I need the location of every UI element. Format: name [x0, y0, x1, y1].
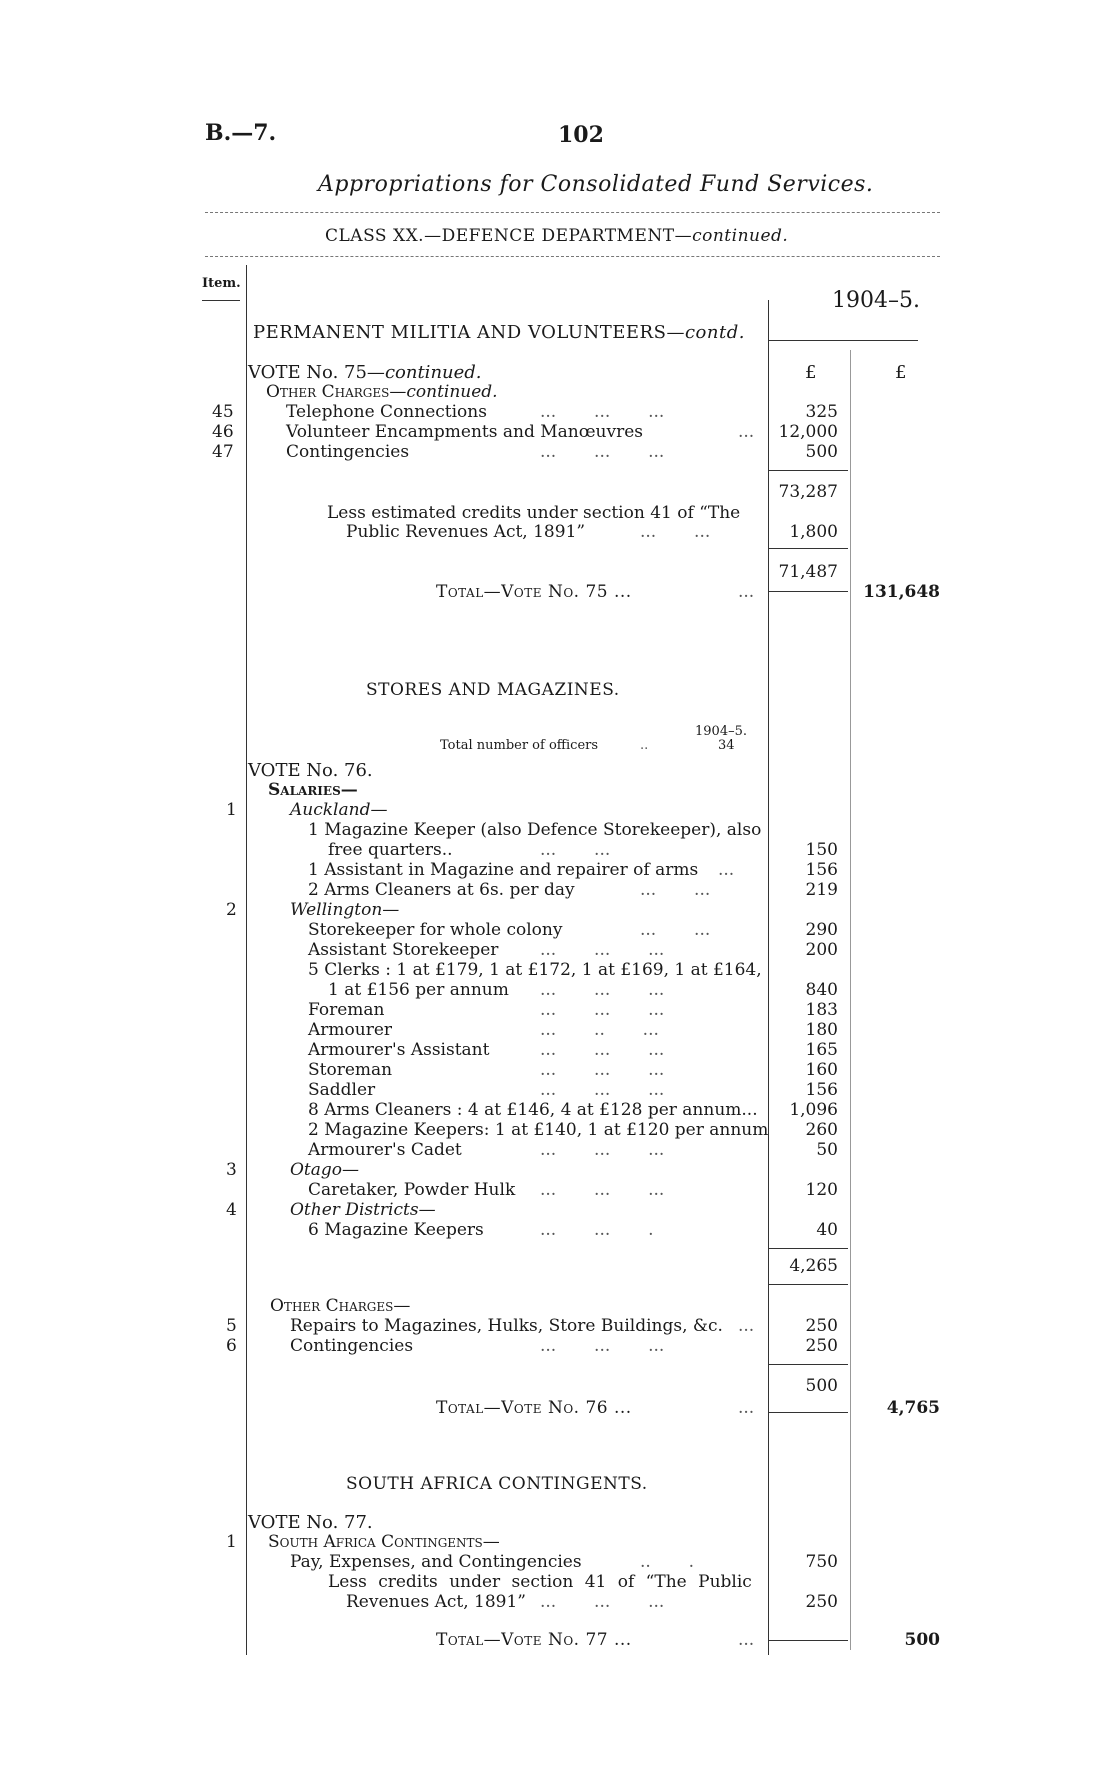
leader-dots: ... ... ...	[540, 1080, 665, 1100]
item-number: 3	[226, 1160, 237, 1180]
row-amount: 165	[805, 1040, 838, 1060]
south-africa-heading: SOUTH AFRICA CONTINGENTS.	[346, 1474, 648, 1494]
leader-dots: ... .. ...	[540, 1020, 659, 1040]
leader-dots: ...	[718, 860, 735, 880]
item-number: 45	[212, 402, 234, 422]
vote-75-total: 131,648	[863, 582, 940, 602]
year-column-header: 1904–5.	[832, 288, 920, 313]
leader-dots: ... ...	[640, 522, 711, 542]
vote-75-total-label: Total—Vote No. 75 ...	[436, 582, 632, 602]
page-number: 102	[558, 122, 604, 148]
document-ref: B.—7.	[205, 120, 277, 146]
vote-77-label: VOTE No. 77.	[248, 1512, 373, 1533]
row-label: Storekeeper for whole colony	[308, 920, 563, 940]
row-label: 6 Magazine Keepers	[308, 1220, 484, 1240]
militia-net: 71,487	[778, 562, 838, 582]
leader-dots: ... ... ...	[540, 940, 665, 960]
row-amount: 290	[805, 920, 838, 940]
row-amount: 500	[805, 442, 838, 462]
vote-76-label: VOTE No. 76.	[248, 760, 373, 781]
vote-76-total-label: Total—Vote No. 76 ...	[436, 1398, 632, 1418]
leader-dots: ...	[738, 582, 755, 602]
row-amount: 120	[805, 1180, 838, 1200]
header-rule	[205, 212, 940, 213]
leader-dots: ...	[738, 1316, 755, 1336]
item-number: 6	[226, 1336, 237, 1356]
region-otago: Otago—	[290, 1160, 360, 1180]
charges-total-rule	[768, 1364, 848, 1365]
row-label: free quarters..	[328, 840, 453, 860]
row-amount: 840	[805, 980, 838, 1000]
leader-dots: ... ... ...	[540, 1040, 665, 1060]
row-amount: 180	[805, 1020, 838, 1040]
row-label: 2 Magazine Keepers: 1 at £140, 1 at £120 per annum	[308, 1120, 769, 1140]
row-amount: 260	[805, 1120, 838, 1140]
leader-dots: ... ... ...	[540, 980, 665, 1000]
vote-77-total: 500	[904, 1630, 940, 1650]
row-label: 8 Arms Cleaners : 4 at £146, 4 at £128 per annum...	[308, 1100, 758, 1120]
salaries-total-rule	[768, 1248, 848, 1249]
officers-year: 1904–5.	[695, 724, 747, 739]
item-number: 2	[226, 900, 237, 920]
year-header-rule	[768, 340, 918, 341]
leader-dots: ... ... ...	[540, 1060, 665, 1080]
row-label: 1 Magazine Keeper (also Defence Storekeeper), also	[308, 820, 762, 840]
leader-dots: ... ... ...	[540, 1592, 665, 1612]
leader-dots: .. .	[640, 1552, 695, 1572]
leader-dots: ...	[738, 1630, 755, 1650]
vote-76-total: 4,765	[886, 1398, 940, 1418]
item-header-rule	[202, 300, 240, 301]
leader-dots: ... ... ...	[540, 402, 665, 422]
row-amount: 250	[805, 1336, 838, 1356]
row-amount: 150	[805, 840, 838, 860]
row-amount: 50	[816, 1140, 838, 1160]
leader-dots: ... ...	[640, 880, 711, 900]
total-rule	[768, 591, 848, 592]
row-label: Contingencies	[286, 442, 410, 462]
row-amount: 160	[805, 1060, 838, 1080]
row-label: Volunteer Encampments and Manœuvres	[286, 422, 644, 442]
less-credits-line1: Less estimated credits under section 41 of “The	[327, 503, 741, 523]
row-amount: 1,096	[789, 1100, 838, 1120]
row-label: Assistant Storekeeper	[308, 940, 499, 960]
currency-col1: £	[805, 362, 817, 383]
leader-dots: ...	[738, 422, 755, 442]
class-rule	[205, 256, 940, 257]
item-number: 5	[226, 1316, 237, 1336]
officers-label: Total number of officers	[440, 738, 599, 753]
row-amount: 250	[805, 1316, 838, 1336]
salaries-total: 4,265	[789, 1256, 838, 1276]
total-column-divider	[850, 350, 851, 1650]
leader-dots: ... ... ...	[540, 1180, 665, 1200]
less-credits-amount: 1,800	[789, 522, 838, 542]
leader-dots: ... ...	[640, 920, 711, 940]
row-label: Saddler	[308, 1080, 376, 1100]
row-amount: 12,000	[778, 422, 838, 442]
subtotal-rule	[768, 470, 848, 471]
vote-76-total-rule	[768, 1412, 848, 1413]
less-credits-amount: 250	[805, 1592, 838, 1612]
less-credits-line2: Revenues Act, 1891”	[346, 1592, 527, 1612]
militia-heading: PERMANENT MILITIA AND VOLUNTEERS—contd.	[253, 322, 745, 343]
row-amount: 219	[805, 880, 838, 900]
row-label: Armourer's Assistant	[308, 1040, 490, 1060]
row-amount: 40	[816, 1220, 838, 1240]
leader-dots: ...	[738, 1398, 755, 1418]
row-amount: 156	[805, 860, 838, 880]
leader-dots: ... ... ...	[540, 1000, 665, 1020]
row-label: Pay, Expenses, and Contingencies	[290, 1552, 582, 1572]
item-number: 47	[212, 442, 234, 462]
item-number: 46	[212, 422, 234, 442]
row-amount: 750	[805, 1552, 838, 1572]
item-column-header: Item.	[202, 276, 241, 291]
row-amount: 183	[805, 1000, 838, 1020]
charges-total: 500	[805, 1376, 838, 1396]
region-wellington: Wellington—	[290, 900, 400, 920]
row-label: Armourer's Cadet	[308, 1140, 462, 1160]
row-label: 1 at £156 per annum	[328, 980, 509, 1000]
vote-75-label: VOTE No. 75—continued.	[248, 362, 482, 383]
row-label: 5 Clerks : 1 at £179, 1 at £172, 1 at £169, 1 at £164,	[308, 960, 762, 980]
row-label: Contingencies	[290, 1336, 414, 1356]
amount-column-divider	[768, 300, 769, 1655]
other-charges-heading: Other Charges—continued.	[266, 382, 498, 402]
row-amount: 325	[805, 402, 838, 422]
other-charges-heading: Other Charges—	[270, 1296, 411, 1316]
row-label: Telephone Connections	[286, 402, 487, 422]
region-other-districts: Other Districts—	[290, 1200, 436, 1220]
row-label: 1 Assistant in Magazine and repairer of arms	[308, 860, 699, 880]
item-number: 4	[226, 1200, 237, 1220]
row-label: Storeman	[308, 1060, 393, 1080]
row-label: Repairs to Magazines, Hulks, Store Buildings, &c.	[290, 1316, 723, 1336]
item-column-divider	[246, 265, 247, 1655]
row-label: Caretaker, Powder Hulk	[308, 1180, 516, 1200]
salaries-heading: Salaries—	[268, 780, 358, 800]
vote-77-total-label: Total—Vote No. 77 ...	[436, 1630, 632, 1650]
leader-dots: ... ... .	[540, 1220, 654, 1240]
net-rule	[768, 548, 848, 549]
less-credits-line1: Less credits under section 41 of “The Public	[328, 1572, 752, 1592]
row-label: Armourer	[308, 1020, 393, 1040]
leader-dots: ... ... ...	[540, 1336, 665, 1356]
leader-dots: ... ... ...	[540, 442, 665, 462]
salaries-close-rule	[768, 1284, 848, 1285]
leader-dots: ..	[640, 738, 649, 753]
row-label: 2 Arms Cleaners at 6s. per day	[308, 880, 575, 900]
page-title: Appropriations for Consolidated Fund Services.	[318, 172, 874, 197]
row-label: Foreman	[308, 1000, 385, 1020]
officers-count: 34	[718, 738, 735, 753]
sa-contingents-heading: South Africa Contingents—	[268, 1532, 500, 1552]
item-number: 1	[226, 800, 237, 820]
class-title: CLASS XX.—DEFENCE DEPARTMENT—continued.	[325, 226, 789, 246]
less-credits-line2: Public Revenues Act, 1891”	[346, 522, 586, 542]
row-amount: 156	[805, 1080, 838, 1100]
stores-heading: STORES AND MAGAZINES.	[366, 680, 620, 700]
leader-dots: ... ...	[540, 840, 611, 860]
leader-dots: ... ... ...	[540, 1140, 665, 1160]
item-number: 1	[226, 1532, 237, 1552]
currency-col2: £	[895, 362, 907, 383]
row-amount: 200	[805, 940, 838, 960]
region-auckland: Auckland—	[290, 800, 388, 820]
militia-subtotal: 73,287	[778, 482, 838, 502]
vote-77-total-rule	[768, 1640, 848, 1641]
